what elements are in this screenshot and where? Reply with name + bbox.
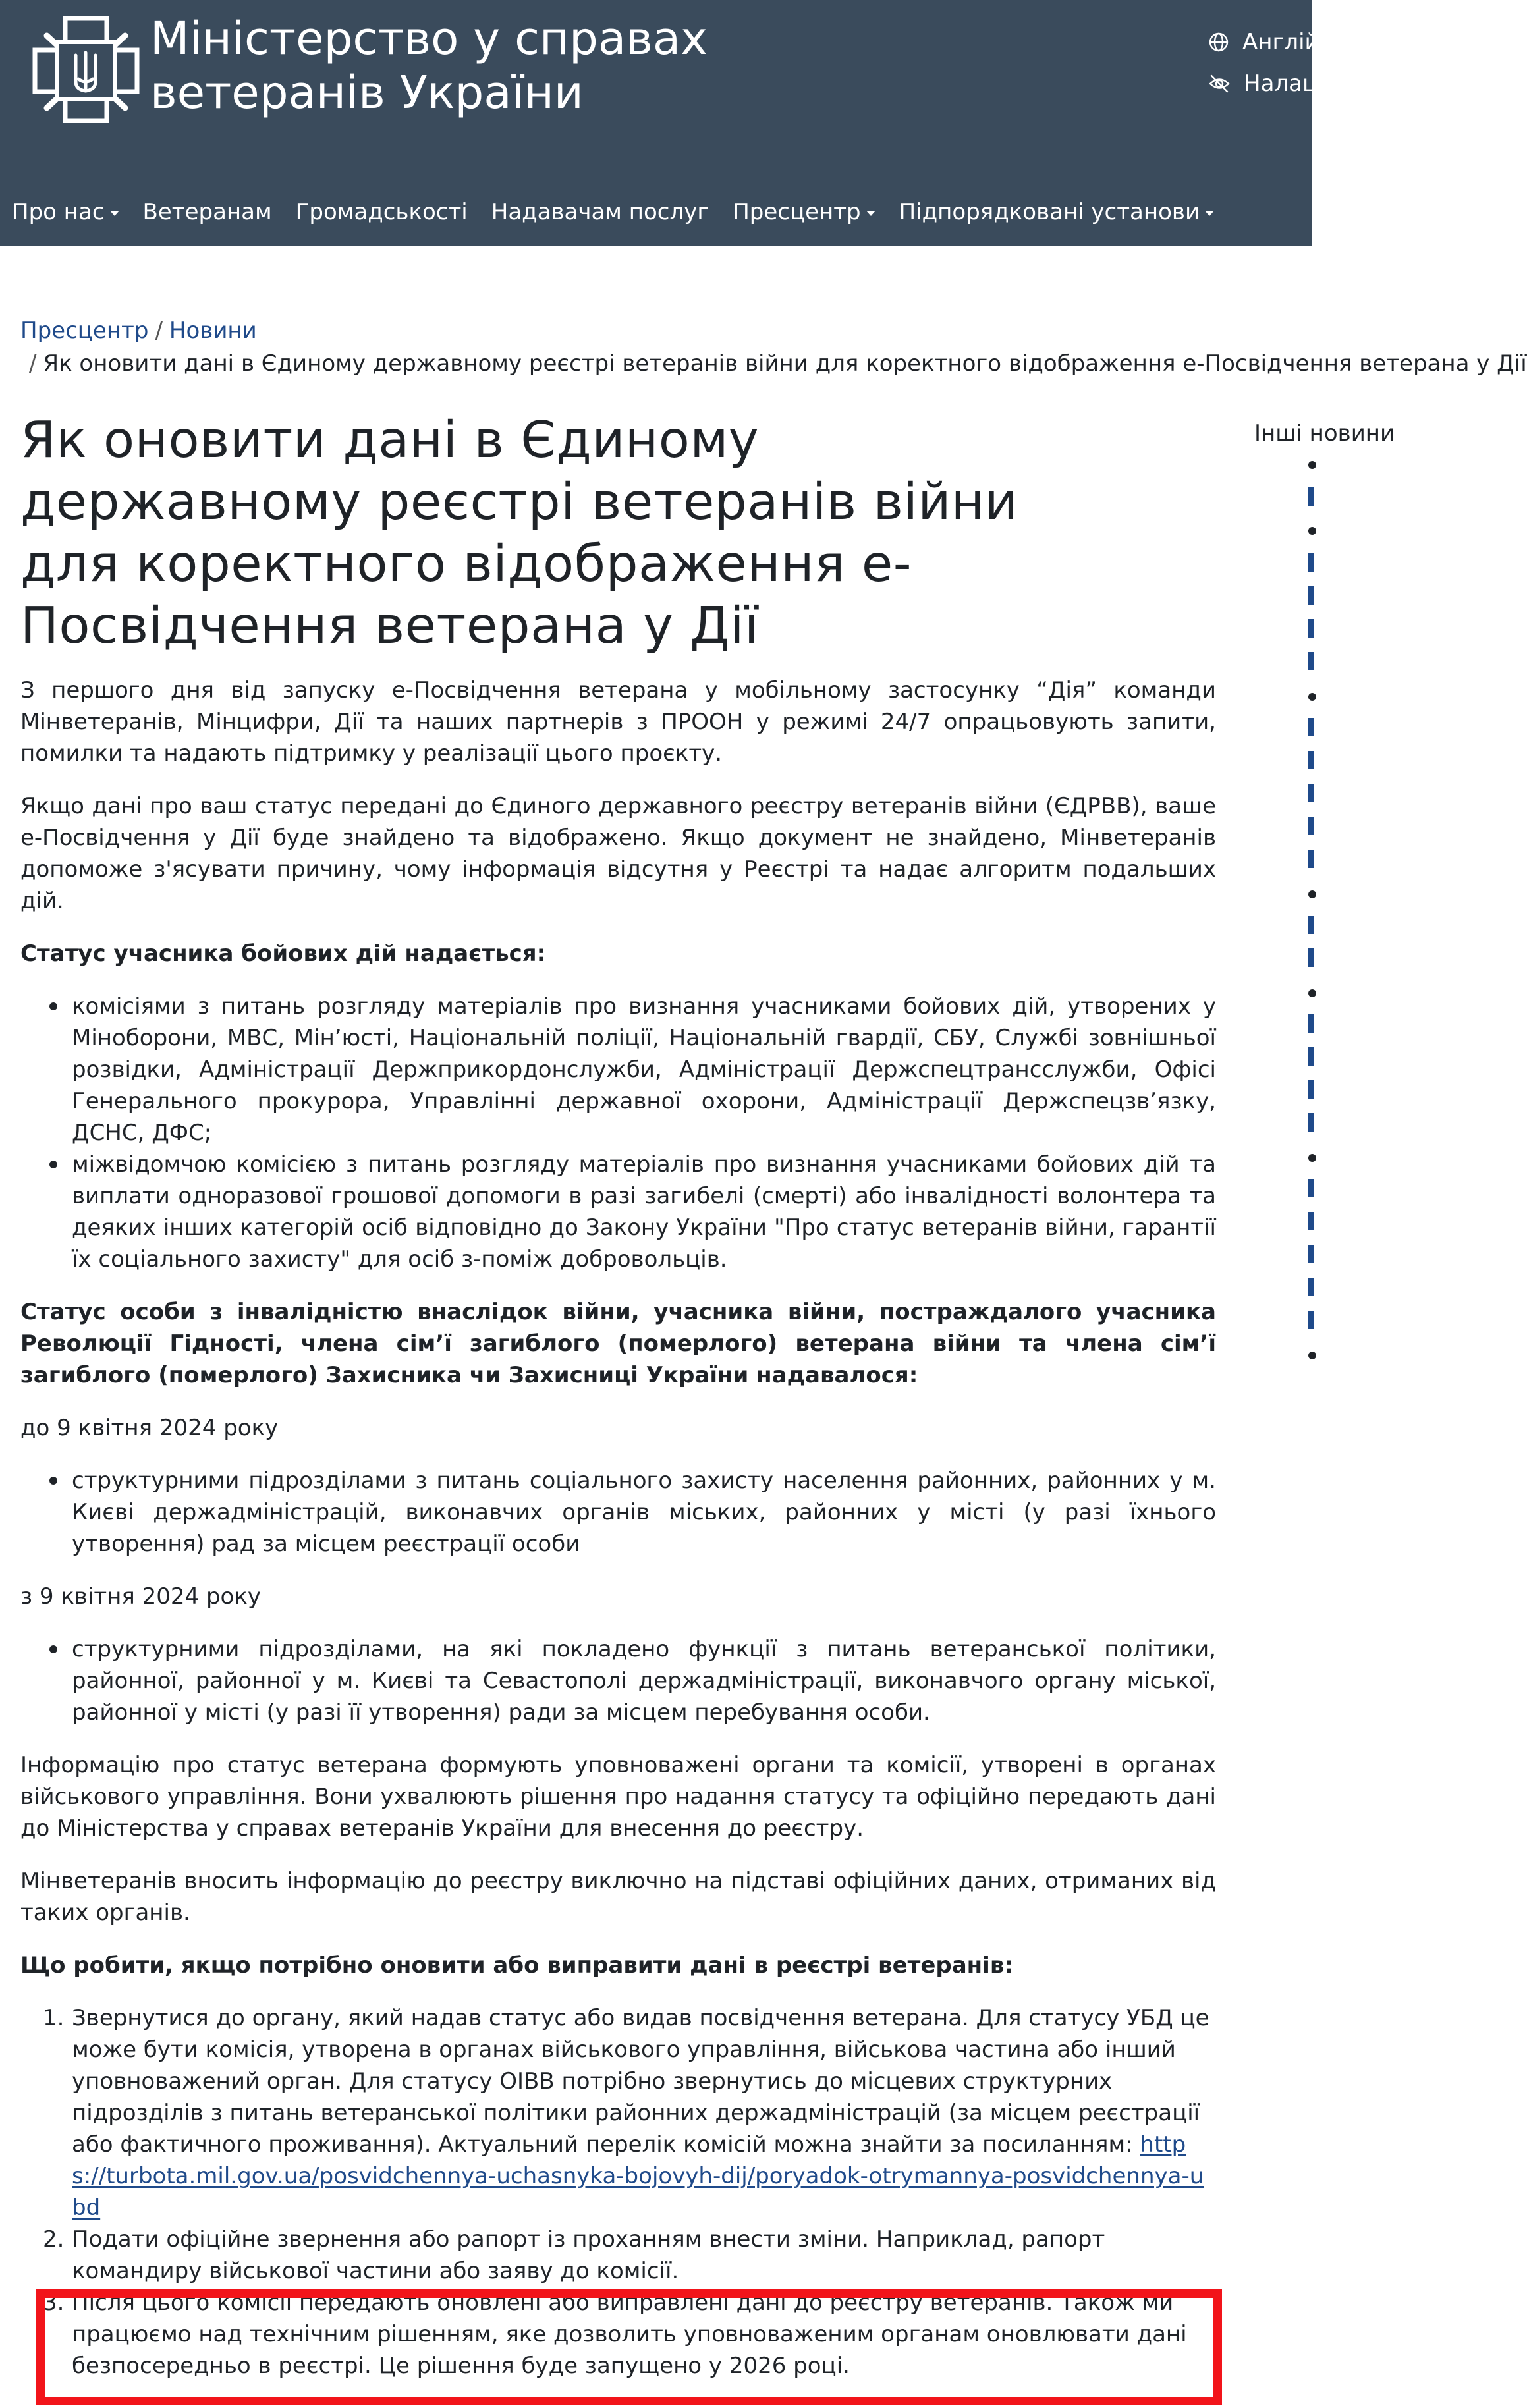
list-item bbox=[43, 2224, 1216, 2287]
nav-item-about[interactable] bbox=[0, 199, 131, 225]
sidebar-news-link[interactable] bbox=[1308, 553, 1314, 572]
list-item: міжвідомчою комісією з питань розгляду матеріалів про визнання учасниками бойових дій та виплати одноразової грошової допомоги в разі загибелі (смерті) або інвалідності волонтера та деяких інших категорій осіб відповідно до Закону України "Про статус ветеранів війни, гарантії їх соціального захисту" для осіб з-поміж добровольців. bbox=[72, 1149, 1216, 1275]
caret-down-icon bbox=[1205, 211, 1214, 216]
sidebar-news-link[interactable] bbox=[1308, 784, 1314, 802]
sidebar-news-link[interactable] bbox=[1308, 619, 1314, 638]
article-paragraph: Інформацію про статус ветерана формують уповноважені органи та комісії, утворені в органах військового управління. Вони ухвалюють рішення про надання статусу та офіційно передають дані до Міністерства у справах ветеранів України для внесення до реєстру. bbox=[20, 1752, 1216, 1842]
sidebar-title: Інші новини bbox=[1254, 420, 1395, 447]
bullet-list bbox=[20, 1633, 1216, 1728]
sidebar-news-link[interactable] bbox=[1308, 1080, 1314, 1099]
sidebar-news-link[interactable] bbox=[1308, 1212, 1314, 1230]
section-heading: Статус учасника бойових дій надається: bbox=[20, 941, 546, 967]
article bbox=[20, 410, 1216, 2395]
settings-link[interactable] bbox=[1208, 70, 1419, 97]
bullet-icon bbox=[1308, 989, 1316, 997]
sidebar-news-link[interactable] bbox=[1308, 850, 1314, 868]
nav-item-label: Про нас bbox=[12, 199, 105, 225]
list-item: структурними підрозділами, на які покладено функції з питань ветеранської політики, районної, районної у м. Києві та Севастополі держадміністрації, виконавчого органу міської, районної у місті (у разі її утворення) ради за місцем перебування особи. bbox=[72, 1633, 1216, 1728]
list-item-number: 3. bbox=[43, 2289, 65, 2316]
caret-down-icon bbox=[866, 211, 875, 216]
sidebar-news-link[interactable] bbox=[1308, 948, 1314, 967]
sidebar-news-link[interactable] bbox=[1308, 1278, 1314, 1296]
breadcrumb-link-press-center[interactable]: Пресцентр bbox=[20, 317, 149, 344]
page-title-line: Як оновити дані в Єдиному bbox=[20, 411, 759, 470]
bullet-icon bbox=[1308, 461, 1316, 469]
bullet-icon bbox=[1308, 890, 1316, 898]
globe-icon bbox=[1208, 32, 1229, 53]
list-item-text: Звернутися до органу, який надав статус або видав посвідчення ветерана. Для статусу УБД це може бути комісія, утворена в органах військового управління, військова частина або інший уповноважений орган. Для статусу ОІВВ потрібно звернутись до місцевих структурних підрозділів з питань ветеранської політики районних держадміністрацій (за місцем реєстрації або фактичного проживання). Актуальний перелік комісій можна знайти за посиланням: bbox=[72, 2005, 1209, 2158]
page-title-line: Посвідчення ветерана у Дії bbox=[20, 597, 759, 655]
main-nav bbox=[0, 186, 1312, 238]
sidebar-news-link[interactable] bbox=[1308, 916, 1314, 934]
caret-down-icon bbox=[110, 211, 119, 216]
sidebar-news-link[interactable] bbox=[1308, 817, 1314, 835]
eye-slash-icon bbox=[1208, 74, 1231, 94]
sidebar-news-link[interactable] bbox=[1308, 487, 1314, 506]
section-heading: Статус особи з інвалідністю внаслідок війни, учасника війни, постраждалого учасника Революції Гідності, члена сім’ї загиблого (померлого) ветерана війни та члена сім’ї загиблого (померлого) Захисника чи Захисниці України надавалося: bbox=[20, 1299, 1216, 1388]
language-link[interactable] bbox=[1208, 29, 1372, 55]
highlight-annotation bbox=[36, 2289, 1222, 2405]
article-paragraph: З першого дня від запуску е-Посвідчення ветерана у мобільному застосунку “Дія” команди Мінветеранів, Мінцифри, Дії та наших партнерів з ПРООН у режимі 24/7 опрацьовують запити, помилки та надають підтримку у реалізації цього проєкту. bbox=[20, 677, 1216, 767]
bullet-list bbox=[20, 991, 1216, 1275]
language-link-label: Англійська bbox=[1242, 29, 1372, 55]
breadcrumb-separator: / bbox=[155, 317, 163, 344]
list-item-number: 1. bbox=[43, 2005, 65, 2031]
nav-item-press-center[interactable] bbox=[721, 199, 887, 225]
bullet-icon bbox=[1308, 527, 1316, 535]
sidebar-news-link[interactable] bbox=[1308, 718, 1314, 736]
breadcrumb-current bbox=[29, 348, 1527, 379]
nav-item-public[interactable] bbox=[284, 199, 480, 225]
bullet-icon bbox=[1308, 1352, 1316, 1359]
list-item-text: Після цього комісії передають оновлені або виправлені дані до реєстру ветеранів. Також ми працюємо над технічним рішенням, яке дозволить уповноваженим органам оновлювати дані безпосередньо в реєстрі. Це рішення буде запущено у 2026 році. bbox=[72, 2289, 1187, 2379]
page-title-line: державному реєстрі ветеранів війни bbox=[20, 473, 1018, 532]
breadcrumb-separator: / bbox=[29, 350, 37, 377]
settings-link-label: Налаштування bbox=[1244, 70, 1419, 97]
list-item-number: 2. bbox=[43, 2226, 65, 2253]
list-item: структурними підрозділами з питань соціального захисту населення районних, районних у м. Києві держадміністрацій, виконавчих органів міських, районних у місті (у разі їхнього утворення) рад за місцем реєстрації особи bbox=[72, 1465, 1216, 1560]
nav-item-label: Надавачам послуг bbox=[491, 199, 709, 225]
nav-item-service-providers[interactable] bbox=[480, 199, 721, 225]
sidebar-news-link[interactable] bbox=[1308, 1245, 1314, 1263]
article-paragraph: Мінветеранів вносить інформацію до реєстру виключно на підставі офіційних даних, отриманих від таких органів. bbox=[20, 1868, 1216, 1926]
site-title[interactable] bbox=[150, 12, 708, 120]
sidebar-news-link[interactable] bbox=[1308, 586, 1314, 605]
bullet-icon bbox=[1308, 1154, 1316, 1162]
sidebar-news-link[interactable] bbox=[1308, 1311, 1314, 1329]
sidebar-news-link[interactable] bbox=[1308, 652, 1314, 670]
article-paragraph: Якщо дані про ваш статус передані до Єдиного державного реєстру ветеранів війни (ЄДРВВ), ваше е-Посвідчення у Дії буде знайдено та відображено. Якщо документ не знайдено, Мінветеранів допоможе з'ясувати причину, чому інформація відсутня у Реєстрі та надає алгоритм подальших дій. bbox=[20, 793, 1216, 914]
list-item: комісіями з питань розгляду матеріалів про визнання учасниками бойових дій, утворених у Міноборони, МВС, Мін’юсті, Національній поліції, Національній гвардії, СБУ, Службі зовнішньої розвідки, Адміністрації Держприкордонслужби, Адміністрації Держспецтрансслужби, Офісі Генерального прокурора, Управлінні державної охорони, Адміністрації Держспецзв’язку, ДСНС, ДФС; bbox=[72, 991, 1216, 1149]
sidebar-news-link[interactable] bbox=[1308, 1179, 1314, 1197]
breadcrumb-link-news[interactable]: Новини bbox=[169, 317, 257, 344]
nav-item-label: Ветеранам bbox=[142, 199, 272, 225]
sidebar-news-link[interactable] bbox=[1308, 1113, 1314, 1132]
site-title-line1: Міністерство у справах bbox=[150, 13, 708, 65]
nav-item-label: Підпорядковані установи bbox=[899, 199, 1200, 225]
nav-item-subordinate-institutions[interactable] bbox=[887, 199, 1226, 225]
section-heading: Що робити, якщо потрібно оновити або виправити дані в реєстрі ветеранів: bbox=[20, 1952, 1013, 1979]
list-item bbox=[43, 2002, 1216, 2224]
page-title bbox=[20, 410, 1216, 657]
nav-item-label: Пресцентр bbox=[733, 199, 861, 225]
site-title-line2: ветеранів України bbox=[150, 67, 584, 119]
sidebar-news-link[interactable] bbox=[1308, 1047, 1314, 1066]
sidebar-news-link[interactable] bbox=[1308, 751, 1314, 769]
bullet-list bbox=[20, 1465, 1216, 1560]
sidebar-news-link[interactable] bbox=[1308, 1014, 1314, 1033]
ministry-logo-icon[interactable] bbox=[31, 16, 141, 123]
date-label: з 9 квітня 2024 року bbox=[20, 1583, 262, 1610]
nav-item-veterans[interactable] bbox=[131, 199, 284, 225]
list-item-text: Подати офіційне звернення або рапорт із проханням внести зміни. Наприклад, рапорт командиру військової частини або заяву до комісії. bbox=[72, 2226, 1105, 2284]
breadcrumb bbox=[20, 315, 257, 346]
nav-item-label: Громадськості bbox=[295, 199, 468, 225]
turbota-link[interactable]: https://turbota.mil.gov.ua/posvidchennya-uchasnyka-bojovyh-dij/poryadok-otrymannya-posvidchennya-ubd bbox=[72, 2131, 1204, 2221]
breadcrumb-current-label: Як оновити дані в Єдиному державному реєстрі ветеранів війни для коректного відображення е-Посвідчення ветерана у Дії bbox=[43, 350, 1527, 377]
page-title-line: для коректного відображення е- bbox=[20, 535, 912, 593]
date-label: до 9 квітня 2024 року bbox=[20, 1415, 279, 1441]
bullet-icon bbox=[1308, 693, 1316, 701]
site-header bbox=[0, 0, 1419, 246]
